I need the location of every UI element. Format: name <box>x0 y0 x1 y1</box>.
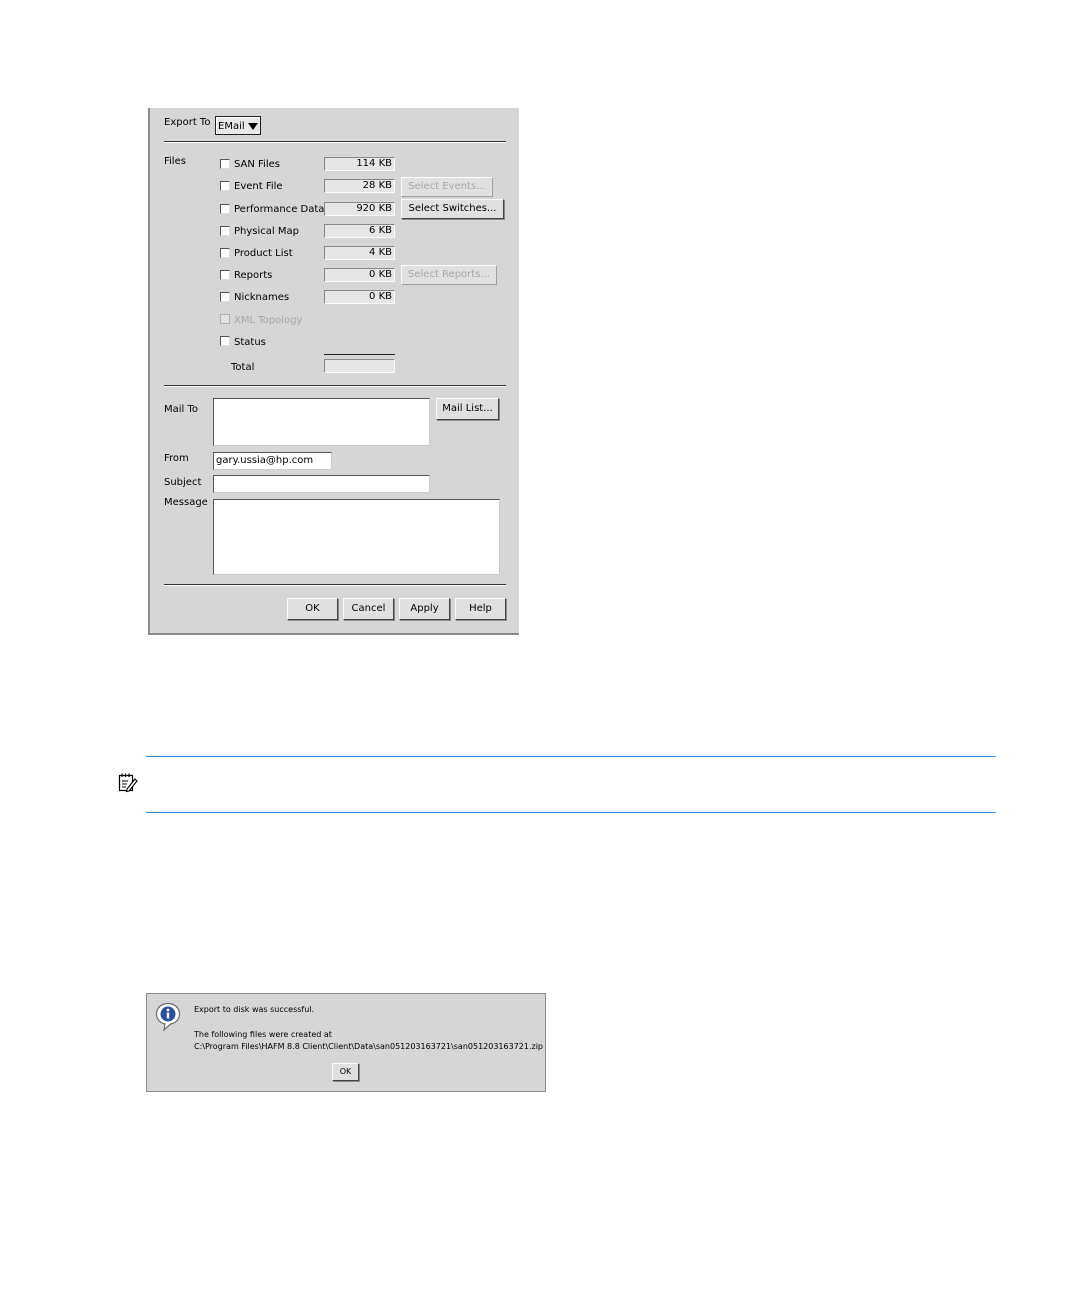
subject-label: Subject <box>164 477 202 488</box>
file-label-status: Status <box>234 337 266 348</box>
checkbox-physical-map[interactable] <box>220 226 230 236</box>
success-ok-button[interactable]: OK <box>332 1063 359 1081</box>
message-field[interactable] <box>213 499 500 575</box>
separator <box>164 584 506 586</box>
chevron-down-icon <box>248 123 258 130</box>
help-button[interactable]: Help <box>455 598 506 620</box>
note-pencil-icon <box>118 773 138 793</box>
subject-field[interactable] <box>213 475 430 493</box>
export-dialog <box>148 108 519 635</box>
files-label: Files <box>164 156 186 167</box>
checkbox-product-list[interactable] <box>220 248 230 258</box>
cancel-button[interactable]: Cancel <box>343 598 394 620</box>
checkbox-performance-data[interactable] <box>220 204 230 214</box>
size-reports: 0 KB <box>324 268 395 282</box>
info-icon <box>155 1002 181 1032</box>
select-reports-button[interactable]: Select Reports... <box>401 265 497 285</box>
success-message-line-2: The following files were created at <box>194 1030 332 1039</box>
file-label-product-list: Product List <box>234 248 293 259</box>
checkbox-status[interactable] <box>220 336 230 346</box>
separator <box>164 141 506 143</box>
ok-button[interactable]: OK <box>287 598 338 620</box>
file-label-san-files: SAN Files <box>234 159 280 170</box>
select-events-button[interactable]: Select Events... <box>401 177 493 197</box>
mail-to-label: Mail To <box>164 404 199 415</box>
size-san-files: 114 KB <box>324 157 395 171</box>
checkbox-xml-topology[interactable] <box>220 314 230 324</box>
message-label: Message <box>164 497 208 508</box>
select-switches-button[interactable]: Select Switches... <box>401 199 504 219</box>
separator <box>164 385 506 387</box>
note-top-rule <box>146 756 996 757</box>
from-label: From <box>164 453 189 464</box>
success-message-path: C:\Program Files\HAFM 8.8 Client\Client\Data\san051203163721\san051203163721.zip <box>194 1042 544 1051</box>
size-performance-data: 920 KB <box>324 202 395 216</box>
size-event-file: 28 KB <box>324 179 395 193</box>
total-label: Total <box>231 362 255 373</box>
mail-list-button[interactable]: Mail List... <box>436 398 499 420</box>
checkbox-reports[interactable] <box>220 270 230 280</box>
file-label-reports: Reports <box>234 270 273 281</box>
checkbox-nicknames[interactable] <box>220 292 230 302</box>
file-label-performance-data: Performance Data <box>234 204 325 215</box>
mail-to-field[interactable] <box>213 398 430 446</box>
success-message-line-1: Export to disk was successful. <box>194 1005 315 1014</box>
from-field[interactable]: gary.ussia@hp.com <box>213 452 332 470</box>
apply-button[interactable]: Apply <box>399 598 450 620</box>
export-to-label: Export To <box>164 117 211 128</box>
total-divider <box>324 354 395 355</box>
size-product-list: 4 KB <box>324 246 395 260</box>
export-to-value: EMail <box>218 121 245 132</box>
success-dialog <box>146 993 546 1092</box>
file-label-xml-topology: XML Topology <box>234 315 303 326</box>
file-label-physical-map: Physical Map <box>234 226 299 237</box>
size-nicknames: 0 KB <box>324 290 395 304</box>
checkbox-event-file[interactable] <box>220 181 230 191</box>
total-size <box>324 359 395 373</box>
size-physical-map: 6 KB <box>324 224 395 238</box>
file-label-nicknames: Nicknames <box>234 292 290 303</box>
export-to-dropdown[interactable] <box>215 116 261 135</box>
note-bottom-rule <box>146 812 996 813</box>
file-label-event-file: Event File <box>234 181 283 192</box>
checkbox-san-files[interactable] <box>220 159 230 169</box>
